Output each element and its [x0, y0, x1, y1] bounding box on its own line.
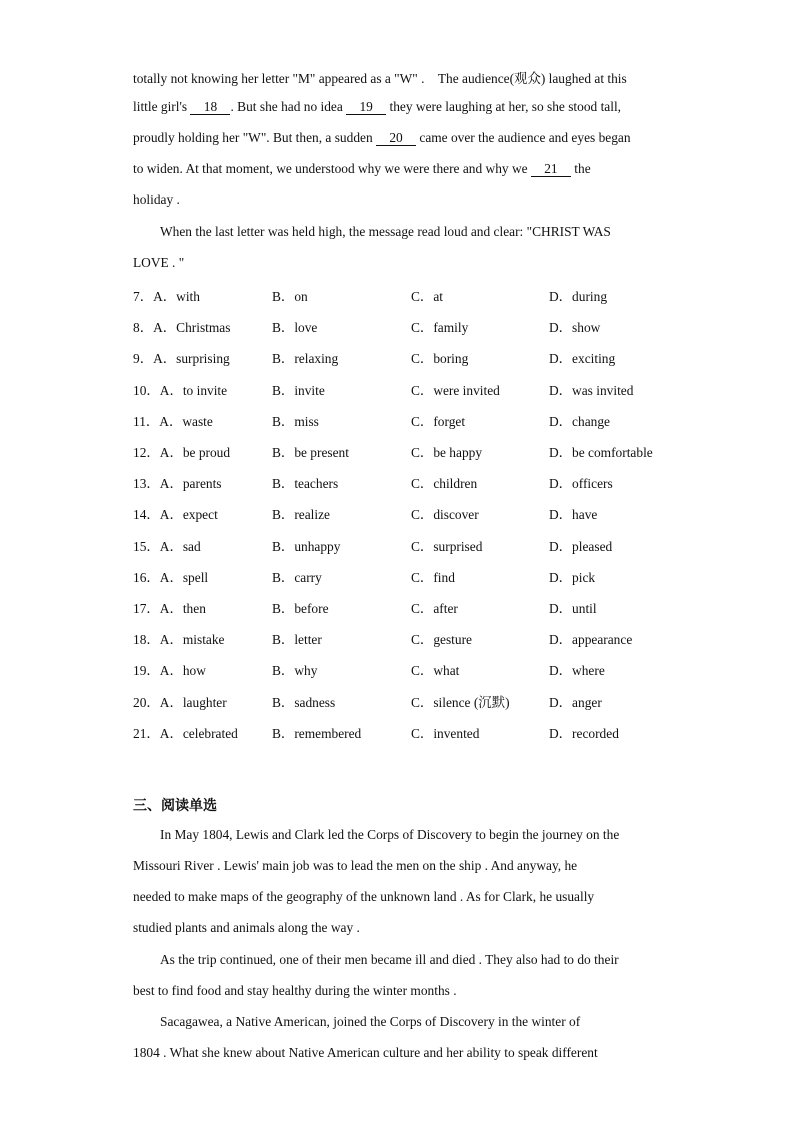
option-a[interactable]: 21．A．celebrated	[133, 725, 238, 741]
option-a[interactable]: 8．A．Christmas	[133, 320, 231, 336]
question-row	[133, 629, 693, 649]
option-b[interactable]: B．realize	[272, 507, 330, 523]
option-c[interactable]: C．silence (沉默)	[411, 694, 510, 710]
option-d[interactable]: D．pleased	[549, 538, 613, 554]
question-row	[133, 536, 693, 556]
passage-text: . But she had no idea	[230, 99, 343, 114]
question-row	[133, 411, 693, 431]
passage-line-2	[133, 99, 621, 115]
option-a[interactable]: 7．A．with	[133, 289, 200, 304]
blank-20: 20	[376, 131, 416, 146]
question-row	[133, 660, 693, 680]
option-b[interactable]: B．teachers	[272, 476, 339, 492]
option-a[interactable]: 11．A．waste	[133, 413, 213, 429]
option-c[interactable]: C．forget	[411, 413, 466, 429]
passage-line-5: holiday .	[133, 192, 180, 207]
question-row	[133, 598, 693, 618]
option-b[interactable]: B．before	[272, 601, 329, 616]
option-a[interactable]: 17．A．then	[133, 601, 206, 616]
option-c[interactable]: C．family	[411, 320, 469, 336]
reading-line-2: Missouri River . Lewis' main job was to lead the men on the ship . And anyway, he	[133, 858, 578, 873]
blank-21: 21	[531, 162, 571, 177]
option-d[interactable]: D．exciting	[549, 351, 616, 367]
option-b[interactable]: B．carry	[272, 569, 322, 585]
option-b[interactable]: B．love	[272, 320, 318, 336]
section-title: 三、阅读单选	[133, 798, 217, 814]
option-a[interactable]: 14．A．expect	[133, 507, 218, 523]
blank-19: 19	[346, 100, 386, 115]
question-row	[133, 348, 693, 368]
question-row	[133, 380, 693, 400]
option-a[interactable]: 20．A．laughter	[133, 694, 227, 710]
option-a[interactable]: 10．A．to invite	[133, 382, 228, 398]
option-b[interactable]: B．why	[272, 663, 318, 679]
option-d[interactable]: D．officers	[549, 476, 613, 492]
question-row	[133, 567, 693, 587]
passage-text: they were laughing at her, so she stood tall,	[389, 99, 622, 114]
reading-line-7: Sacagawea, a Native American, joined the Corps of Discovery in the winter of	[160, 1014, 581, 1029]
option-c[interactable]: C．gesture	[411, 632, 472, 648]
option-b[interactable]: B．sadness	[272, 694, 336, 710]
passage-line-3	[133, 130, 631, 146]
option-d[interactable]: D．recorded	[549, 725, 619, 741]
passage-line-1	[133, 68, 627, 87]
option-b[interactable]: B．letter	[272, 632, 322, 648]
question-row	[133, 317, 693, 337]
option-d[interactable]: D．show	[549, 320, 601, 336]
option-d[interactable]: D．until	[549, 601, 597, 616]
option-a[interactable]: 12．A．be proud	[133, 445, 231, 460]
option-d[interactable]: D．was invited	[549, 382, 634, 398]
question-row	[133, 504, 693, 524]
option-c[interactable]: C．surprised	[411, 538, 483, 554]
passage-text: proudly holding her "W". But then, a sudden	[133, 130, 373, 145]
passage-text: came over the audience and eyes began	[419, 130, 631, 145]
passage-text: little girl's	[133, 99, 188, 114]
option-d[interactable]: D．change	[549, 413, 610, 429]
passage-line-7: LOVE . "	[133, 255, 185, 270]
option-a[interactable]: 15．A．sad	[133, 538, 201, 554]
question-row	[133, 442, 693, 462]
reading-line-4: studied plants and animals along the way .	[133, 920, 360, 935]
option-c[interactable]: C．after	[411, 601, 458, 616]
option-b[interactable]: B．relaxing	[272, 351, 339, 367]
question-row	[133, 473, 693, 493]
option-d[interactable]: D．have	[549, 507, 598, 523]
option-a[interactable]: 19．A．how	[133, 663, 206, 679]
passage-text: The audience(观众) laughed at this	[437, 71, 627, 86]
passage-text: totally not knowing her letter "M" appeared as a "W" .	[133, 71, 425, 86]
passage-line-4	[133, 161, 591, 177]
option-d[interactable]: D．pick	[549, 569, 596, 585]
option-b[interactable]: B．be present	[272, 445, 349, 460]
option-a[interactable]: 18．A．mistake	[133, 632, 225, 648]
option-b[interactable]: B．on	[272, 289, 308, 304]
reading-line-5: As the trip continued, one of their men became ill and died . They also had to do their	[160, 952, 619, 967]
option-c[interactable]: C．find	[411, 569, 455, 585]
blank-18: 18	[190, 100, 230, 115]
option-c[interactable]: C．at	[411, 289, 443, 304]
passage-text: to widen. At that moment, we understood why we were there and why we	[133, 161, 528, 176]
option-c[interactable]: C．children	[411, 476, 478, 492]
option-a[interactable]: 13．A．parents	[133, 476, 222, 492]
option-d[interactable]: D．appearance	[549, 632, 633, 648]
option-b[interactable]: B．remembered	[272, 725, 362, 741]
option-b[interactable]: B．invite	[272, 382, 325, 398]
option-c[interactable]: C．boring	[411, 351, 469, 367]
option-c[interactable]: C．were invited	[411, 382, 500, 398]
option-d[interactable]: D．where	[549, 663, 605, 679]
question-row	[133, 692, 693, 712]
question-row	[133, 286, 693, 306]
option-d[interactable]: D．during	[549, 289, 608, 304]
option-b[interactable]: B．miss	[272, 413, 319, 429]
passage-line-6: When the last letter was held high, the message read loud and clear: "CHRIST WAS	[160, 224, 611, 239]
option-c[interactable]: C．what	[411, 663, 460, 679]
option-a[interactable]: 16．A．spell	[133, 569, 209, 585]
option-d[interactable]: D．be comfortable	[549, 445, 653, 460]
passage-text: the	[574, 161, 591, 176]
option-b[interactable]: B．unhappy	[272, 538, 341, 554]
reading-line-8: 1804 . What she knew about Native American culture and her ability to speak different	[133, 1045, 598, 1060]
option-d[interactable]: D．anger	[549, 694, 602, 710]
option-a[interactable]: 9．A．surprising	[133, 351, 230, 367]
reading-line-6: best to find food and stay healthy during the winter months .	[133, 983, 457, 998]
reading-line-3: needed to make maps of the geography of the unknown land . As for Clark, he usually	[133, 889, 595, 904]
reading-line-1: In May 1804, Lewis and Clark led the Corps of Discovery to begin the journey on the	[160, 827, 620, 842]
option-c[interactable]: C．discover	[411, 507, 479, 523]
question-row	[133, 723, 693, 743]
option-c[interactable]: C．invented	[411, 725, 480, 741]
option-c[interactable]: C．be happy	[411, 445, 483, 460]
